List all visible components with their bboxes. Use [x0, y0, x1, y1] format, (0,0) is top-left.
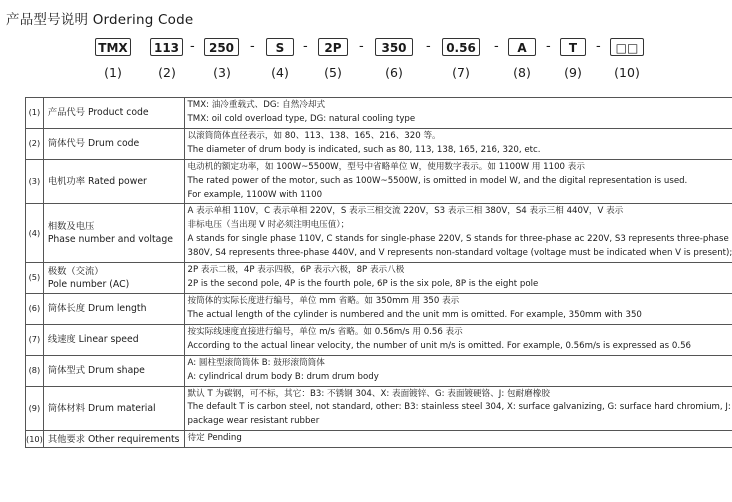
- code-segment-power: 250: [204, 38, 239, 56]
- table-row: [26, 159, 732, 204]
- row-label: [43, 98, 184, 129]
- code-segment-other: □□: [610, 38, 644, 56]
- row-number: (10): [26, 431, 44, 448]
- desc-line: A: 圆柱型滚筒筒体 B: 鼓形滚筒筒体: [187, 357, 325, 368]
- code-segment-pole: 2P: [318, 38, 348, 56]
- row-label: [43, 431, 184, 448]
- row-number: (3): [26, 159, 44, 204]
- row-label-line: 筒体长度 Drum length: [47, 303, 147, 315]
- row-label-line: 其他要求 Other requirements: [47, 433, 180, 445]
- row-description: [184, 431, 732, 448]
- desc-line: For example, 1100W with 1100: [187, 189, 323, 200]
- row-label: [43, 324, 184, 355]
- code-separator: -: [359, 39, 364, 54]
- code-index: (9): [564, 65, 582, 80]
- table-row: [26, 431, 732, 448]
- code-index-row: [0, 65, 732, 81]
- code-segment-length: 350: [375, 38, 413, 56]
- table-row: [26, 98, 732, 129]
- row-description: [184, 159, 732, 204]
- code-index: (7): [452, 65, 470, 80]
- row-label-line: 电机功率 Rated power: [47, 176, 147, 188]
- row-label-line: 极数（交流）: [47, 266, 104, 278]
- row-label-line: 筒体型式 Drum shape: [47, 365, 145, 377]
- code-separator: -: [250, 39, 255, 54]
- row-number: (2): [26, 128, 44, 159]
- code-index: (6): [385, 65, 403, 80]
- desc-line: 按实际线速度直接进行编号，单位 m/s 省略。如 0.56m/s 用 0.56 表示: [187, 326, 463, 337]
- row-label-line: 产品代号 Product code: [47, 107, 149, 119]
- desc-line: 2P is the second pole, 4P is the fourth pole, 6P is the six pole, 8P is the eight pole: [187, 279, 539, 290]
- code-index: (1): [104, 65, 122, 80]
- row-label-line: Phase number and voltage: [47, 234, 173, 246]
- row-label-line: 线速度 Linear speed: [47, 334, 139, 346]
- desc-line: package wear resistant rubber: [187, 416, 320, 427]
- desc-line: The actual length of the cylinder is numbered and the unit mm is omitted. For example, 350mm with 350: [187, 309, 642, 320]
- row-description: [184, 355, 732, 386]
- desc-line: 非标电压（当出现 V 时必须注明电压值）；: [187, 220, 350, 231]
- row-label: [43, 293, 184, 324]
- desc-line: The default T is carbon steel, not standard, other: B3: stainless steel 304, X: surface galvanizing, G: surface hard chromium, J:: [187, 402, 731, 413]
- table-row: [26, 324, 732, 355]
- row-label-line: 相数及电压: [47, 221, 95, 233]
- code-segment-material: T: [560, 38, 586, 56]
- desc-line: A stands for single phase 110V, C stands for single-phase 220V, S stands for three-phase ac 220V, S3 represents three-phase: [187, 234, 729, 245]
- row-number: (1): [26, 98, 44, 129]
- code-index: (5): [324, 65, 342, 80]
- code-separator: -: [426, 39, 431, 54]
- desc-line: 默认 T 为碳钢，可不标，其它：B3: 不锈钢 304、X: 表面镀锌、G: 表面镀硬铬、J: 包耐磨橡胶: [187, 388, 550, 399]
- desc-line: 以滚筒筒体直径表示，如 80、113、138、165、216、320 等。: [187, 130, 441, 141]
- desc-line: 待定 Pending: [187, 433, 242, 444]
- page-title: 产品型号说明 Ordering Code: [6, 12, 194, 28]
- row-label: [43, 263, 184, 294]
- code-separator: -: [546, 39, 551, 54]
- code-segment-shape: A: [508, 38, 536, 56]
- row-label: [43, 204, 184, 263]
- desc-line: 按筒体的实际长度进行编号，单位 mm 省略。如 350mm 用 350 表示: [187, 295, 460, 306]
- row-number: (7): [26, 324, 44, 355]
- desc-line: 电动机的额定功率，如 100W~5500W，型号中省略单位 W，使用数字表示。如 1100W 用 1100 表示: [187, 161, 585, 172]
- row-description: [184, 263, 732, 294]
- code-index: (4): [271, 65, 289, 80]
- code-index: (10): [614, 65, 640, 80]
- desc-line: According to the actual linear velocity, the number of unit m/s is omitted. For example, 0.56m/s is expressed as 0.56: [187, 340, 692, 351]
- desc-line: TMX: oil cold overload type, DG: natural cooling type: [187, 113, 416, 124]
- code-separator: -: [190, 39, 195, 54]
- ordering-code-table: [25, 97, 732, 448]
- desc-line: The diameter of drum body is indicated, such as 80, 113, 138, 165, 216, 320, etc.: [187, 144, 541, 155]
- row-description: [184, 293, 732, 324]
- row-description: [184, 204, 732, 263]
- code-separator: -: [303, 39, 308, 54]
- table-row: [26, 355, 732, 386]
- code-segment-speed: 0.56: [442, 38, 480, 56]
- row-description: [184, 386, 732, 431]
- row-label-line: Pole number (AC): [47, 279, 130, 291]
- row-description: [184, 128, 732, 159]
- desc-line: 380V, S4 represents three-phase 440V, and V represents non-standard voltage (voltage must be indicated when V is present);: [187, 248, 732, 259]
- code-segment-product: TMX: [95, 38, 131, 56]
- code-separator: -: [596, 39, 601, 54]
- table-row: [26, 263, 732, 294]
- ordering-code-strip: [0, 38, 732, 58]
- row-label: [43, 128, 184, 159]
- code-separator: -: [494, 39, 499, 54]
- desc-line: A 表示单相 110V，C 表示单相 220V，S 表示三相交流 220V，S3 表示三相 380V，S4 表示三相 440V，V 表示: [187, 206, 624, 217]
- desc-line: TMX: 油冷重载式、DG: 自然冷却式: [187, 100, 326, 110]
- row-label: [43, 355, 184, 386]
- code-index: (8): [513, 65, 531, 80]
- row-label-line: 筒体材料 Drum material: [47, 402, 156, 414]
- desc-line: A: cylindrical drum body B: drum drum body: [187, 371, 379, 382]
- table-row: [26, 386, 732, 431]
- row-label-line: 筒体代号 Drum code: [47, 138, 140, 150]
- desc-line: 2P 表示二极，4P 表示四极，6P 表示六极，8P 表示八极: [187, 265, 405, 276]
- row-label: [43, 159, 184, 204]
- code-segment-drum: 113: [150, 38, 183, 56]
- row-number: (5): [26, 263, 44, 294]
- code-index: (3): [213, 65, 231, 80]
- row-description: [184, 324, 732, 355]
- row-description: [184, 98, 732, 129]
- row-number: (8): [26, 355, 44, 386]
- table-row: [26, 204, 732, 263]
- table-row: [26, 293, 732, 324]
- code-segment-voltage: S: [266, 38, 294, 56]
- row-label: [43, 386, 184, 431]
- code-index: (2): [158, 65, 176, 80]
- row-number: (9): [26, 386, 44, 431]
- row-number: (6): [26, 293, 44, 324]
- table-row: [26, 128, 732, 159]
- desc-line: The rated power of the motor, such as 100W~5500W, is omitted in model W, and the digital representation is used.: [187, 175, 688, 186]
- row-number: (4): [26, 204, 44, 263]
